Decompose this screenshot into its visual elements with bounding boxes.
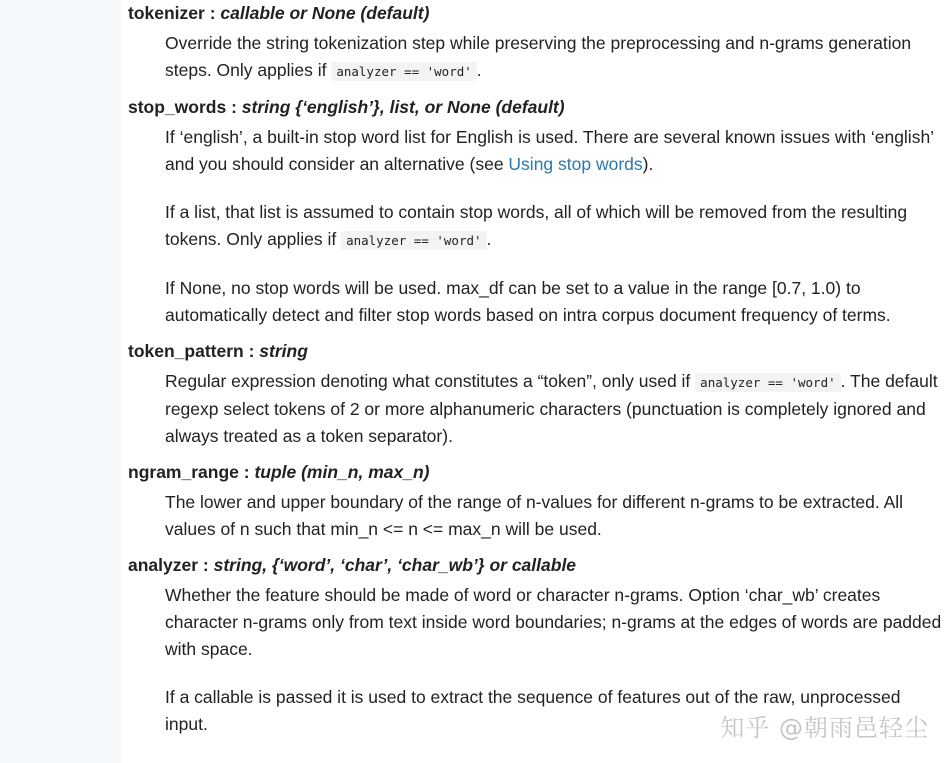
param-type: tuple (min_n, max_n) (254, 462, 430, 482)
param-separator: : (238, 462, 255, 482)
param-stop-words (128, 94, 943, 329)
param-description (165, 368, 943, 450)
param-ngram-range (128, 459, 943, 543)
inline-code: analyzer == 'word' (695, 373, 840, 392)
param-token-pattern (128, 338, 943, 450)
desc-text: Whether the feature should be made of word or character n-grams. Option ‘char_wb’ creates character n-grams only from text inside word boundaries; n-grams at the edges of words are padded with space. (165, 585, 942, 659)
desc-paragraph (165, 368, 943, 450)
param-header (128, 459, 943, 485)
inline-code: analyzer == 'word' (341, 231, 486, 250)
desc-text: . (486, 229, 492, 249)
desc-paragraph (165, 124, 943, 178)
param-name: tokenizer (128, 3, 205, 23)
desc-paragraph (165, 199, 943, 254)
desc-paragraph (165, 582, 943, 663)
param-description (165, 30, 943, 85)
param-description (165, 489, 943, 543)
desc-text: If a list, that list is assumed to contain stop words, all of which will be removed from the resulting tokens. Only applies if (165, 202, 908, 249)
desc-text: . (476, 60, 482, 80)
param-type: string, {‘word’, ‘char’, ‘char_wb’} or callable (213, 555, 577, 575)
param-separator: : (198, 555, 214, 575)
param-header (128, 338, 943, 364)
desc-text: If a callable is passed it is used to extract the sequence of features out of the raw, unprocessed input. (165, 687, 901, 734)
param-type: string {‘english’}, list, or None (default) (241, 97, 565, 117)
param-type: string (259, 341, 308, 361)
inline-code: analyzer == 'word' (331, 62, 476, 81)
param-name: token_pattern (128, 341, 244, 361)
param-header (128, 0, 943, 26)
param-separator: : (243, 341, 260, 361)
param-description (165, 124, 943, 329)
desc-text: The lower and upper boundary of the range of n-values for different n-grams to be extracted. All values of n such that min_n <= n <= max_n will be used. (165, 492, 904, 539)
left-sidebar-strip (0, 0, 121, 763)
using-stop-words-link[interactable]: Using stop words (508, 154, 643, 174)
param-name: analyzer (128, 555, 199, 575)
desc-text: ). (642, 154, 654, 174)
desc-text: . The default regexp select tokens of 2 or more alphanumeric characters (punctuation is completely ignored and always treated as a token separator). (165, 371, 938, 446)
param-header (128, 552, 943, 578)
desc-text: Regular expression denoting what constitutes a “token”, only used if (165, 371, 696, 391)
zhihu-watermark: 知乎 @朝雨邑轻尘 (720, 714, 929, 742)
desc-text: Override the string tokenization step while preserving the preprocessing and n-grams generation steps. Only applies if (165, 33, 912, 80)
param-name: stop_words (128, 97, 227, 117)
param-separator: : (226, 97, 242, 117)
desc-paragraph (165, 275, 943, 329)
param-header (128, 94, 943, 120)
parameter-list (128, 0, 943, 747)
param-name: ngram_range (128, 462, 239, 482)
desc-text: If ‘english’, a built-in stop word list for English is used. There are several known issues with ‘english’ and you should consider an alternative (see (165, 127, 934, 174)
param-type: callable or None (default) (220, 3, 430, 23)
desc-text: If None, no stop words will be used. max_df can be set to a value in the range [0.7, 1.0) to automatically detect and filter stop words based on intra corpus document frequency of terms. (165, 278, 891, 325)
desc-paragraph (165, 30, 943, 85)
desc-paragraph (165, 489, 943, 543)
param-tokenizer (128, 0, 943, 85)
param-separator: : (204, 3, 221, 23)
